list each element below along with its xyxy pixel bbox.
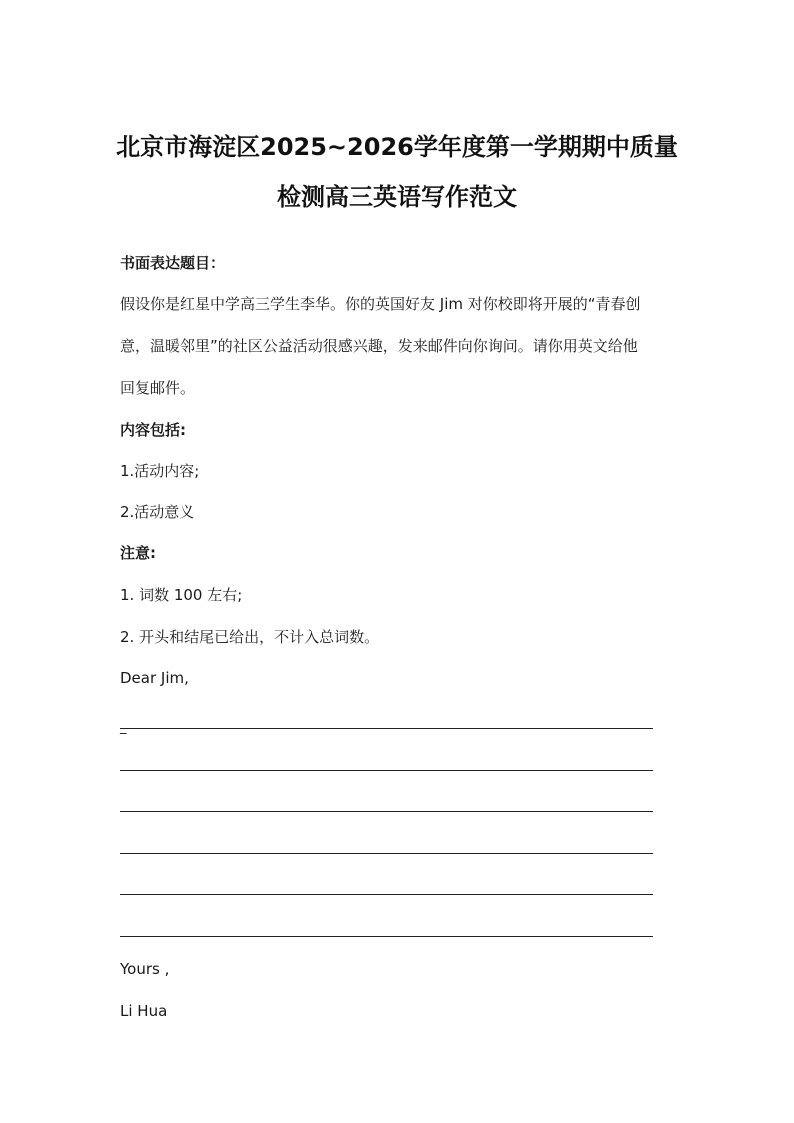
document-title-line-1: 北京市海淀区2025~2026学年度第一学期期中质量 (116, 133, 678, 161)
writing-start-mark: _ (120, 720, 127, 735)
letter-greeting: Dear Jim, (120, 669, 189, 687)
writing-line[interactable] (120, 853, 653, 854)
prompt-body-line-3: 回复邮件。 (120, 379, 196, 397)
content-heading: 内容包括: (120, 421, 186, 439)
notes-item-2: 2. 开头和结尾已给出，不计入总词数。 (120, 628, 380, 646)
writing-line[interactable] (120, 811, 653, 812)
writing-line[interactable] (120, 770, 653, 771)
prompt-body-line-2: 意，温暖邻里”的社区公益活动很感兴趣，发来邮件向你询问。请你用英文给他 (120, 337, 638, 355)
writing-line[interactable] (120, 728, 653, 729)
writing-line[interactable] (120, 894, 653, 895)
notes-heading: 注意: (120, 544, 156, 562)
content-item-1: 1.活动内容; (120, 462, 200, 480)
writing-line[interactable] (120, 936, 653, 937)
content-item-2: 2.活动意义 (120, 503, 195, 521)
prompt-body-line-1: 假设你是红星中学高三学生李华。你的英国好友 Jim 对你校即将开展的“青春创 (120, 295, 641, 313)
letter-signature: Li Hua (120, 1002, 168, 1020)
notes-item-1: 1. 词数 100 左右; (120, 586, 243, 604)
letter-closing: Yours , (120, 960, 170, 978)
prompt-heading: 书面表达题目： (120, 254, 226, 272)
document-title-line-2: 检测高三英语写作范文 (277, 183, 517, 211)
